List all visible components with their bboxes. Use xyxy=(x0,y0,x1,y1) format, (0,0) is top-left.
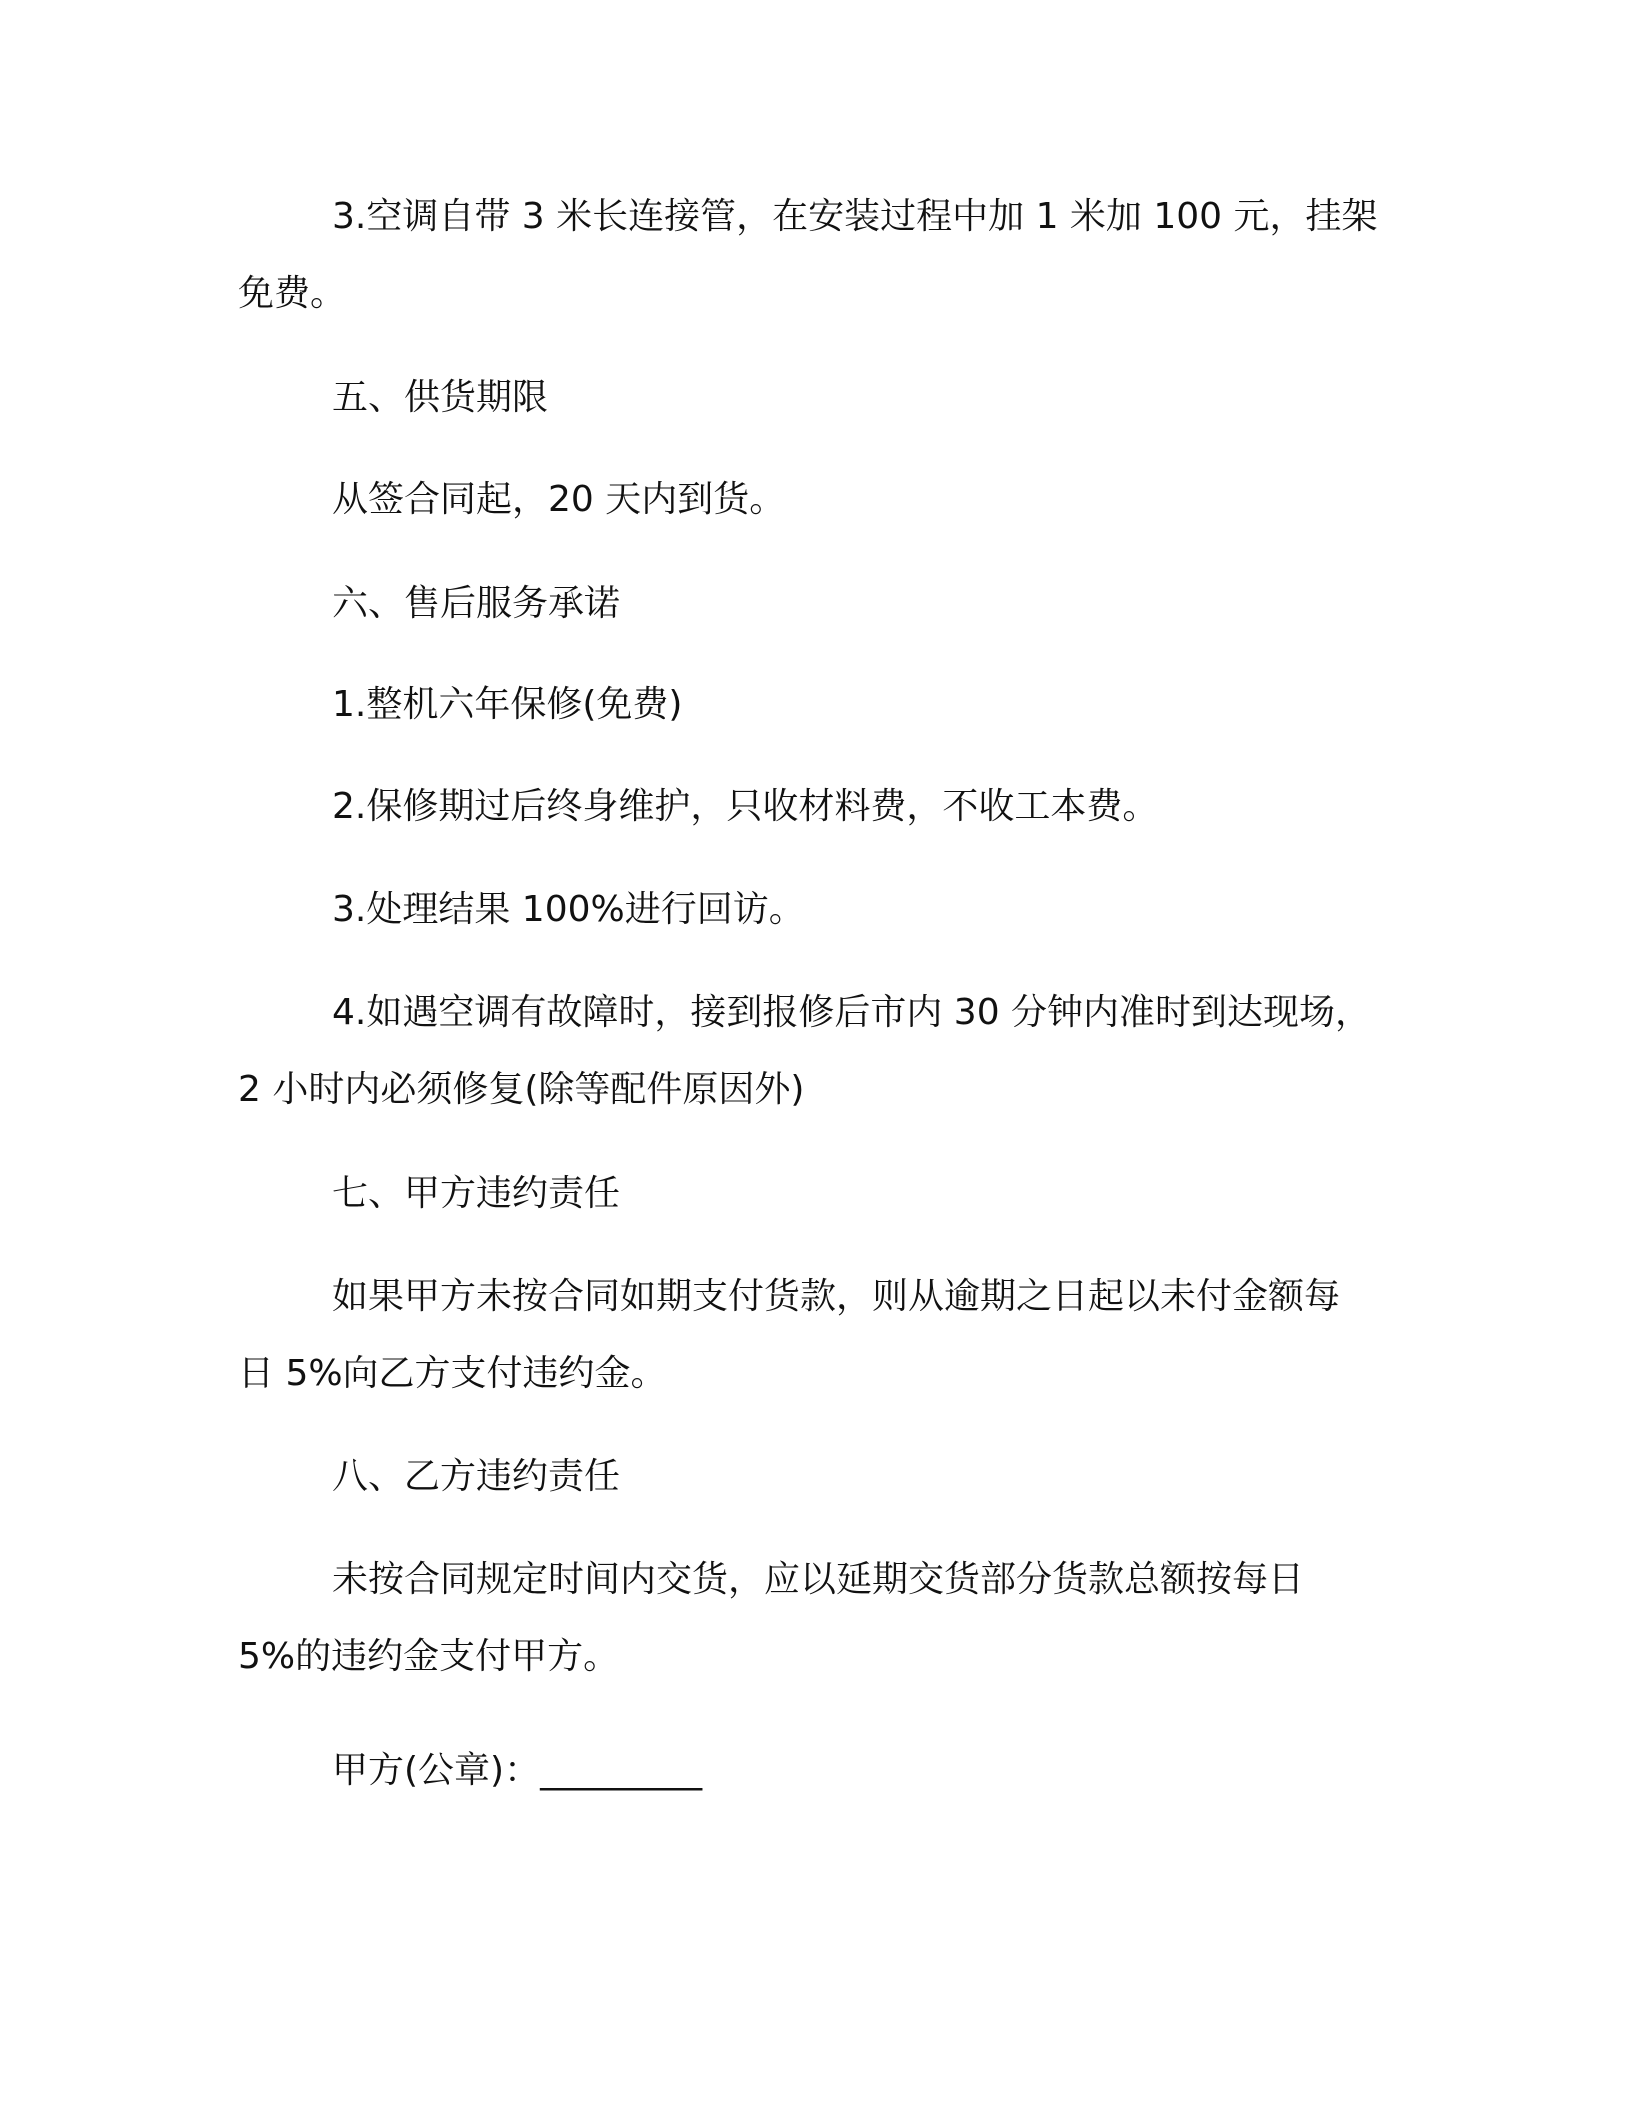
party-b-liability-line-1: 未按合同规定时间内交货，应以延期交货部分货款总额按每日 xyxy=(332,1559,1305,1600)
delivery-period-text: 从签合同起，20 天内到货。 xyxy=(332,479,786,520)
after-sales-item-1: 1.整机六年保修(免费) xyxy=(332,684,683,725)
after-sales-item-2: 2.保修期过后终身维护，只收材料费，不收工本费。 xyxy=(332,786,1159,827)
party-a-liability-line-2: 日 5%向乙方支付违约金。 xyxy=(238,1353,667,1394)
clause-4-item-3-line-2: 免费。 xyxy=(238,273,347,314)
clause-4-item-3-line-1: 3.空调自带 3 米长连接管，在安装过程中加 1 米加 100 元，挂架 xyxy=(332,196,1378,237)
party-a-liability-line-1: 如果甲方未按合同如期支付货款，则从逾期之日起以未付金额每 xyxy=(332,1276,1341,1317)
section-heading-delivery-period: 五、供货期限 xyxy=(332,377,549,418)
section-heading-party-a-liability: 七、甲方违约责任 xyxy=(332,1173,621,1214)
party-b-liability-line-2: 5%的违约金支付甲方。 xyxy=(238,1636,620,1677)
section-heading-party-b-liability: 八、乙方违约责任 xyxy=(332,1456,621,1497)
after-sales-item-3: 3.处理结果 100%进行回访。 xyxy=(332,889,805,930)
section-heading-after-sales: 六、售后服务承诺 xyxy=(332,583,621,624)
party-a-seal-signature-line: 甲方(公章)：_________ xyxy=(332,1750,703,1791)
after-sales-item-4-line-1: 4.如遇空调有故障时，接到报修后市内 30 分钟内准时到达现场， xyxy=(332,992,1372,1033)
after-sales-item-4-line-2: 2 小时内必须修复(除等配件原因外) xyxy=(238,1069,805,1110)
